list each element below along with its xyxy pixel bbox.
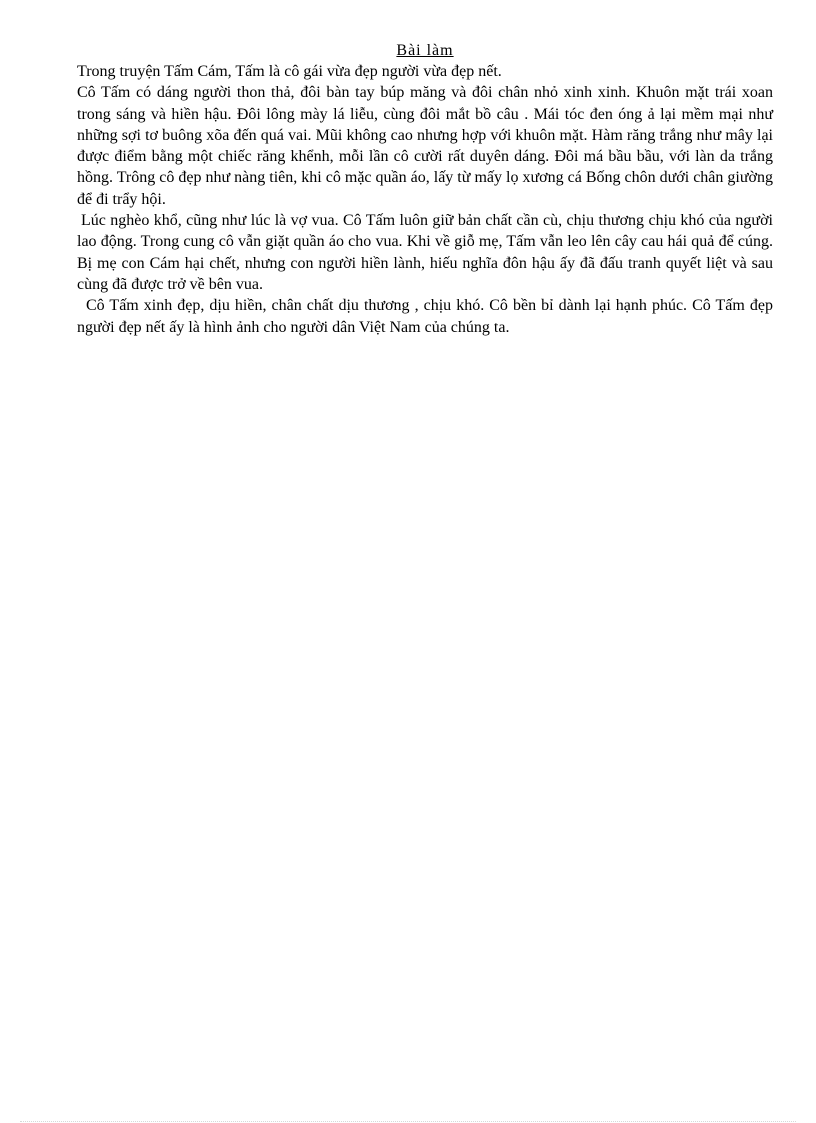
document-title-text: Bài làm	[396, 42, 454, 59]
paragraph-conclusion: Cô Tấm xinh đẹp, dịu hiền, chân chất dịu thương , chịu khó. Cô bền bỉ dành lại hạnh phúc. Cô Tấm đẹp người đẹp nết ấy là hình ảnh cho người dân Việt Nam của chúng ta.	[77, 297, 773, 336]
document-body	[77, 40, 773, 338]
document-title	[77, 40, 773, 61]
page-bottom-border	[20, 1121, 796, 1122]
paragraph-intro: Trong truyện Tấm Cám, Tấm là cô gái vừa đẹp người vừa đẹp nết.	[77, 63, 502, 80]
paragraph-character: Lúc nghèo khổ, cũng như lúc là vợ vua. Cô Tấm luôn giữ bản chất cần cù, chịu thương chịu khó của người lao động. Trong cung cô vẫn giặt quần áo cho vua. Khi về giỗ mẹ, Tấm vẫn leo lên cây cau hái quả để cúng. Bị mẹ con Cám hại chết, nhưng con người hiền lành, hiếu nghĩa đôn hậu ấy đã đấu tranh quyết liệt và sau cùng đã được trở về bên vua.	[77, 212, 773, 293]
paragraph-appearance: Cô Tấm có dáng người thon thả, đôi bàn tay búp măng và đôi chân nhỏ xinh xinh. Khuôn mặt trái xoan trong sáng và hiền hậu. Đôi lông mày lá liễu, cùng đôi mắt bồ câu . Mái tóc đen óng ả lại mềm mại như những sợi tơ buông xõa đến quá vai. Mũi không cao nhưng hợp với khuôn mặt. Hàm răng trắng như mây lại được điểm bằng một chiếc răng khểnh, mỗi lần cô cười rất duyên dáng. Đôi má bầu bầu, với làn da trắng hồng. Trông cô đẹp như nàng tiên, khi cô mặc quần áo, lấy từ mấy lọ xương cá Bống chôn dưới chân giường để đi trẩy hội.	[77, 84, 773, 208]
